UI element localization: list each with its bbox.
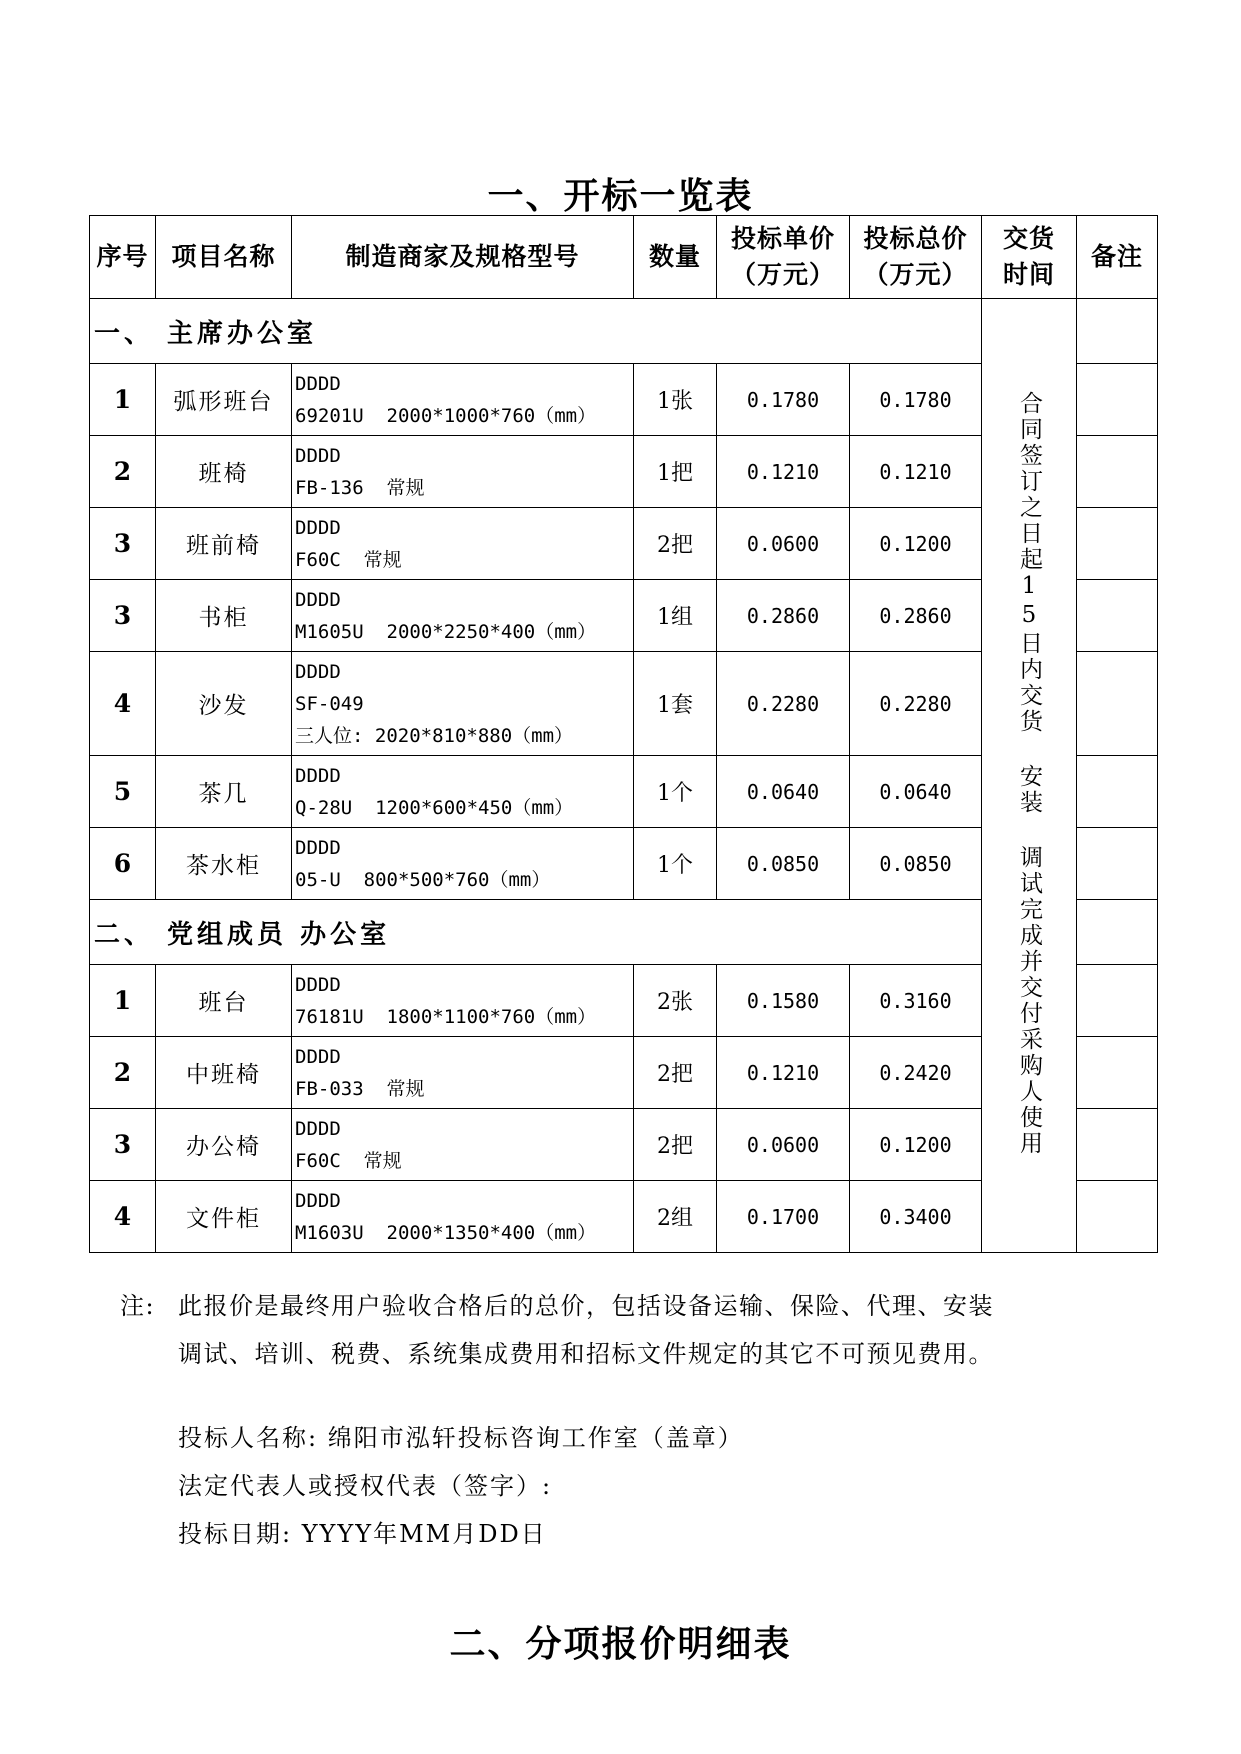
row-no: 1 [90,364,156,436]
unit-price: 0.1210 [717,436,850,508]
unit-price: 0.1580 [717,965,850,1037]
note [120,1282,1120,1378]
remark-cell [1077,756,1158,828]
item-name: 茶几 [156,756,292,828]
section-title: 二、 党组成员 办公室 [90,900,982,965]
total-price: 0.0850 [850,828,982,900]
item-name: 中班椅 [156,1037,292,1109]
row-no: 3 [90,508,156,580]
row-no: 6 [90,828,156,900]
total-price: 0.1780 [850,364,982,436]
item-qty: 2组 [634,1181,717,1253]
remark-cell [1077,299,1158,364]
row-no: 4 [90,1181,156,1253]
item-name: 班前椅 [156,508,292,580]
item-spec: DDDD Q-28U 1200*600*450（mm） [292,756,634,828]
row-no: 1 [90,965,156,1037]
unit-price: 0.0640 [717,756,850,828]
note-label: 注: [120,1292,156,1320]
total-price: 0.1200 [850,508,982,580]
table-body [90,299,1158,1253]
header-total-price-line2: （万元） [863,260,968,289]
header-spec: 制造商家及规格型号 [292,216,634,299]
item-spec: DDDD 05-U 800*500*760（mm） [292,828,634,900]
row-no: 5 [90,756,156,828]
item-name: 班椅 [156,436,292,508]
row-no: 3 [90,580,156,652]
item-name: 班台 [156,965,292,1037]
section-title: 一、 主席办公室 [90,299,982,364]
bid-summary-table [89,215,1158,1253]
note-line1: 此报价是最终用户验收合格后的总价，包括设备运输、保险、代理、安装 [178,1292,994,1320]
section-title-2: 二、分项报价明细表 [449,1623,792,1665]
remark-cell [1077,436,1158,508]
item-spec: DDDD FB-033 常规 [292,1037,634,1109]
header-unit-price-line2: （万元） [730,260,835,289]
total-price: 0.1210 [850,436,982,508]
total-price: 0.3400 [850,1181,982,1253]
page-title: 一、开标一览表 [487,175,754,217]
header-no: 序号 [90,216,156,299]
row-no: 2 [90,1037,156,1109]
remark-cell [1077,828,1158,900]
unit-price: 0.1780 [717,364,850,436]
total-price: 0.2420 [850,1037,982,1109]
item-qty: 2张 [634,965,717,1037]
remark-cell [1077,364,1158,436]
remark-cell [1077,1037,1158,1109]
unit-price: 0.0850 [717,828,850,900]
header-total-price [850,216,982,299]
item-spec: DDDD SF-049 三人位: 2020*810*880（mm） [292,652,634,756]
remark-cell [1077,900,1158,965]
header-name: 项目名称 [156,216,292,299]
bid-date: 投标日期: YYYY年MM月DD日 [178,1520,547,1548]
item-qty: 1组 [634,580,717,652]
remark-cell [1077,965,1158,1037]
representative-signature: 法定代表人或授权代表（签字）: [178,1472,553,1500]
item-spec: DDDD M1603U 2000*1350*400（mm） [292,1181,634,1253]
item-name: 茶水柜 [156,828,292,900]
header-delivery-line1: 交货 [1002,224,1055,253]
header-unit-price [717,216,850,299]
row-no: 2 [90,436,156,508]
item-name: 文件柜 [156,1181,292,1253]
remark-cell [1077,652,1158,756]
header-qty: 数量 [634,216,717,299]
total-price: 0.2280 [850,652,982,756]
item-qty: 1把 [634,436,717,508]
item-qty: 1套 [634,652,717,756]
unit-price: 0.0600 [717,508,850,580]
item-qty: 1个 [634,756,717,828]
item-spec: DDDD F60C 常规 [292,1109,634,1181]
header-total-price-line1: 投标总价 [863,224,968,253]
unit-price: 0.0600 [717,1109,850,1181]
item-qty: 2把 [634,1037,717,1109]
unit-price: 0.2280 [717,652,850,756]
item-spec: DDDD FB-136 常规 [292,436,634,508]
remark-cell [1077,580,1158,652]
unit-price: 0.2860 [717,580,850,652]
item-name: 办公椅 [156,1109,292,1181]
item-name: 沙发 [156,652,292,756]
remark-cell [1077,1181,1158,1253]
remark-cell [1077,1109,1158,1181]
item-name: 弧形班台 [156,364,292,436]
header-delivery-line2: 时间 [1002,260,1055,289]
header-delivery [982,216,1077,299]
item-name: 书柜 [156,580,292,652]
table-header-row [90,216,1158,299]
item-qty: 1个 [634,828,717,900]
unit-price: 0.1210 [717,1037,850,1109]
row-no: 4 [90,652,156,756]
item-qty: 2把 [634,1109,717,1181]
item-qty: 2把 [634,508,717,580]
item-spec: DDDD M1605U 2000*2250*400（mm） [292,580,634,652]
item-qty: 1张 [634,364,717,436]
header-remark: 备注 [1077,216,1158,299]
total-price: 0.0640 [850,756,982,828]
total-price: 0.2860 [850,580,982,652]
unit-price: 0.1700 [717,1181,850,1253]
item-spec: DDDD 76181U 1800*1100*760（mm） [292,965,634,1037]
header-unit-price-line1: 投标单价 [730,224,835,253]
remark-cell [1077,508,1158,580]
delivery-time-cell [982,299,1077,1253]
delivery-time-text: 合同签订之日起15日内交货 安装 调试完成并交付采购人使用 [1016,390,1042,1157]
item-spec: DDDD 69201U 2000*1000*760（mm） [292,364,634,436]
row-no: 3 [90,1109,156,1181]
bidder-name: 投标人名称: 绵阳市泓轩投标咨询工作室（盖章） [178,1424,744,1452]
total-price: 0.1200 [850,1109,982,1181]
section-row [90,299,1158,364]
note-line2: 调试、培训、税费、系统集成费用和招标文件规定的其它不可预见费用。 [178,1340,994,1368]
total-price: 0.3160 [850,965,982,1037]
item-spec: DDDD F60C 常规 [292,508,634,580]
